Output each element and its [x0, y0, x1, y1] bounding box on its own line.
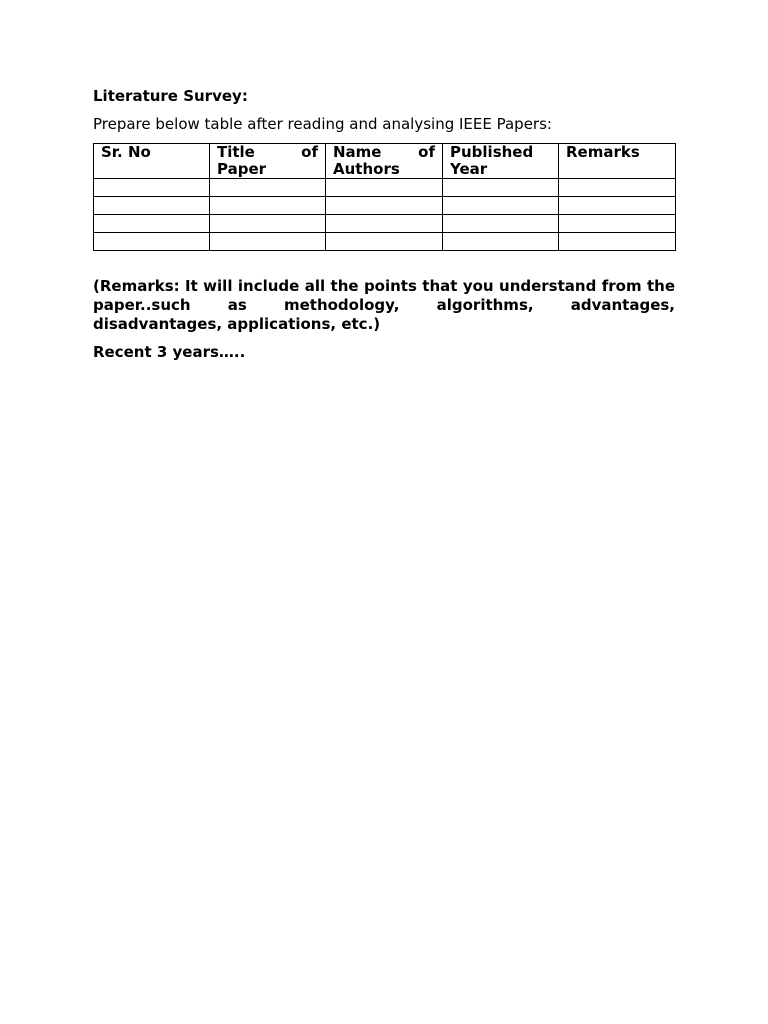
table-cell: [326, 179, 443, 197]
table-cell: [443, 233, 559, 251]
table-cell: [94, 197, 210, 215]
table-cell: [210, 179, 326, 197]
table-cell: [559, 215, 676, 233]
table-cell: [94, 215, 210, 233]
table-cell: [210, 197, 326, 215]
literature-table: [93, 143, 676, 251]
table-cell: [210, 233, 326, 251]
column-header-authors: Name of Authors: [326, 144, 443, 179]
table-cell: [326, 215, 443, 233]
table-cell: [559, 197, 676, 215]
remarks-note: (Remarks: It will include all the points that you understand from the paper..such as methodology, algorithms, advantages, disadvantages, applications, etc.): [93, 277, 675, 333]
table-header-row: [94, 144, 676, 179]
table-cell: [443, 179, 559, 197]
table-cell: [559, 179, 676, 197]
table-cell: [559, 233, 676, 251]
table-cell: [94, 179, 210, 197]
table-cell: [326, 233, 443, 251]
section-heading: Literature Survey:: [93, 87, 248, 105]
table-cell: [443, 215, 559, 233]
column-header-title: Title of Paper: [210, 144, 326, 179]
table-cell: [443, 197, 559, 215]
table-row: [94, 197, 676, 215]
table-cell: [210, 215, 326, 233]
column-header-year: Published Year: [443, 144, 559, 179]
column-header-sr-no: Sr. No: [94, 144, 210, 179]
table-cell: [326, 197, 443, 215]
table-row: [94, 179, 676, 197]
intro-text: Prepare below table after reading and analysing IEEE Papers:: [93, 115, 552, 133]
table-row: [94, 215, 676, 233]
recent-note: Recent 3 years…..: [93, 343, 246, 361]
table-cell: [94, 233, 210, 251]
document-page: [93, 86, 675, 362]
column-header-remarks: Remarks: [559, 144, 676, 179]
table-row: [94, 233, 676, 251]
